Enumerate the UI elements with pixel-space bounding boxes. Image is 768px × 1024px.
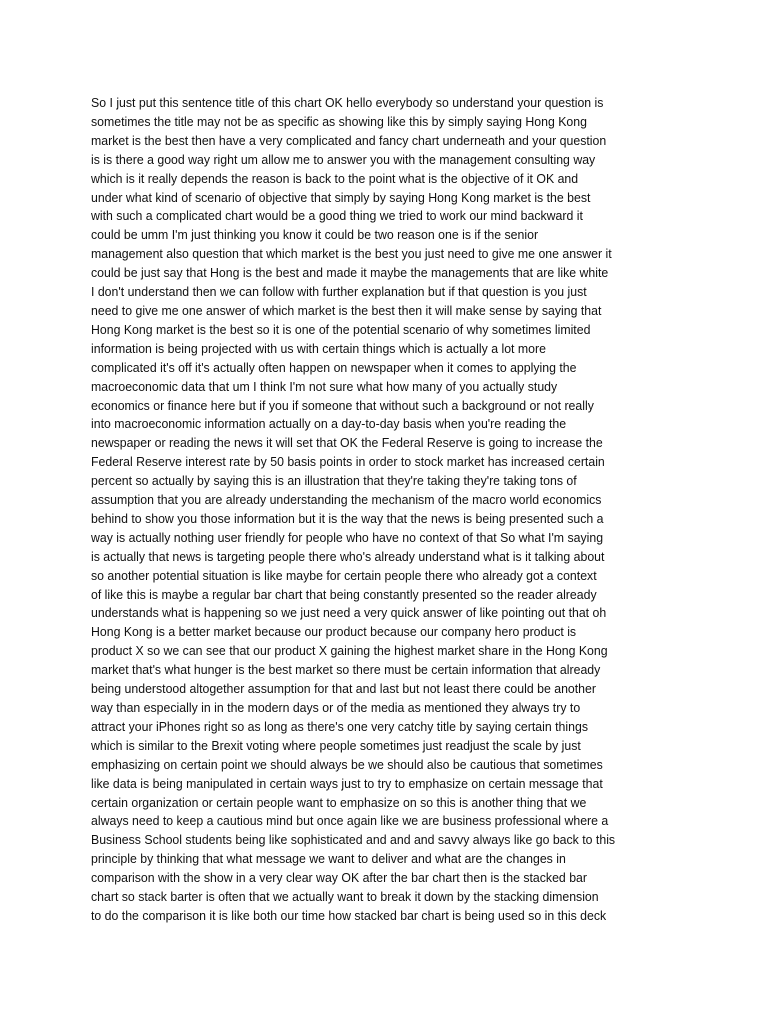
text-line: to do the comparison it is like both our time how stacked bar chart is being used so in this deck <box>91 907 607 923</box>
text-line: Hong Kong market is the best so it is one of the potential scenario of why sometimes limited <box>91 321 591 337</box>
text-line: behind to show you those information but it is the way that the news is being presented such a <box>91 510 604 526</box>
text-line: attract your iPhones right so as long as there's one very catchy title by saying certain things <box>91 718 588 734</box>
text-line: Federal Reserve interest rate by 50 basis points in order to stock market has increased certain <box>91 454 605 470</box>
text-line: market that's what hunger is the best market so there must be certain information that already <box>91 662 601 678</box>
text-line: into macroeconomic information actually on a day-to-day basis when you're reading the <box>91 416 567 432</box>
text-line: way is actually nothing user friendly for people who have no context of that So what I'm saying <box>91 529 604 545</box>
text-line: Business School students being like sophisticated and and and savvy always like go back to this <box>91 832 616 848</box>
text-line: way than especially in in the modern days or of the media as mentioned they always try to <box>91 700 581 715</box>
text-line: I don't understand then we can follow with further explanation but if that question is you just <box>91 284 587 300</box>
text-line: complicated it's off it's actually often happen on newspaper when it comes to applying the <box>91 359 577 375</box>
text-line: so another potential situation is like maybe for certain people there who already got a context <box>91 567 597 583</box>
text-line: macroeconomic data that um I think I'm not sure what how many of you actually study <box>91 378 558 394</box>
text-line: could be just say that Hong is the best and made it maybe the managements that are like white <box>91 265 609 281</box>
text-line: understands what is happening so we just need a very quick answer of like pointing out that oh <box>91 605 607 621</box>
text-line: principle by thinking that what message we want to deliver and what are the changes in <box>91 851 566 867</box>
text-line: certain organization or certain people want to emphasize on so this is another thing that we <box>91 794 587 810</box>
text-line: which is similar to the Brexit voting where people sometimes just readjust the scale by just <box>91 737 581 753</box>
text-line: like data is being manipulated in certain ways just to try to emphasize on certain message that <box>91 775 603 791</box>
text-line: of like this is maybe a regular bar chart that being constantly presented so the reader already <box>91 586 597 602</box>
text-line: with such a complicated chart would be a good thing we tried to work our mind backward it <box>91 208 583 224</box>
text-line: could be umm I'm just thinking you know it could be two reason one is if the senior <box>91 227 539 243</box>
text-line: assumption that you are already understanding the mechanism of the macro world economics <box>91 492 602 508</box>
text-line: always need to keep a cautious mind but once again like we are business professional where a <box>91 813 609 829</box>
text-line: newspaper or reading the news it will set that OK the Federal Reserve is going to increase the <box>91 435 603 451</box>
text-line: percent so actually by saying this is an illustration that they're taking they're taking tons of <box>91 473 577 489</box>
text-line: management also question that which market is the best you just need to give me one answer it <box>91 246 612 262</box>
transcript-paragraph <box>91 94 691 926</box>
text-line: which is it really depends the reason is back to the point what is the objective of it OK and <box>91 170 579 186</box>
text-line: is is there a good way right um allow me to answer you with the management consulting way <box>91 151 596 167</box>
text-line: being understood altogether assumption for that and last but not least there could be another <box>91 681 596 697</box>
text-line: sometimes the title may not be as specific as showing like this by simply saying Hong Kong <box>91 113 587 129</box>
text-line: chart so stack barter is often that we actually want to break it down by the stacking dimension <box>91 889 599 905</box>
text-line: need to give me one answer of which market is the best then it will make sense by saying that <box>91 302 602 318</box>
text-line: product X so we can see that our product X gaining the highest market share in the Hong Kong <box>91 643 608 659</box>
text-line: economics or finance here but if you if someone that without such a background or not really <box>91 397 594 413</box>
text-line: market is the best then have a very complicated and fancy chart underneath and your question <box>91 132 607 148</box>
text-line: is actually that news is targeting people there who's already understand what is it talking about <box>91 548 605 564</box>
text-line: So I just put this sentence title of this chart OK hello everybody so understand your question is <box>91 95 604 110</box>
text-line: comparison with the show in a very clear way OK after the bar chart then is the stacked bar <box>91 870 587 886</box>
text-line: information is being projected with us with certain things which is actually a lot more <box>91 340 546 356</box>
text-line: emphasizing on certain point we should always be we should also be cautious that sometimes <box>91 756 603 772</box>
text-line: under what kind of scenario of objective that simply by saying Hong Kong market is the best <box>91 189 591 205</box>
text-line: Hong Kong is a better market because our product because our company hero product is <box>91 624 577 640</box>
